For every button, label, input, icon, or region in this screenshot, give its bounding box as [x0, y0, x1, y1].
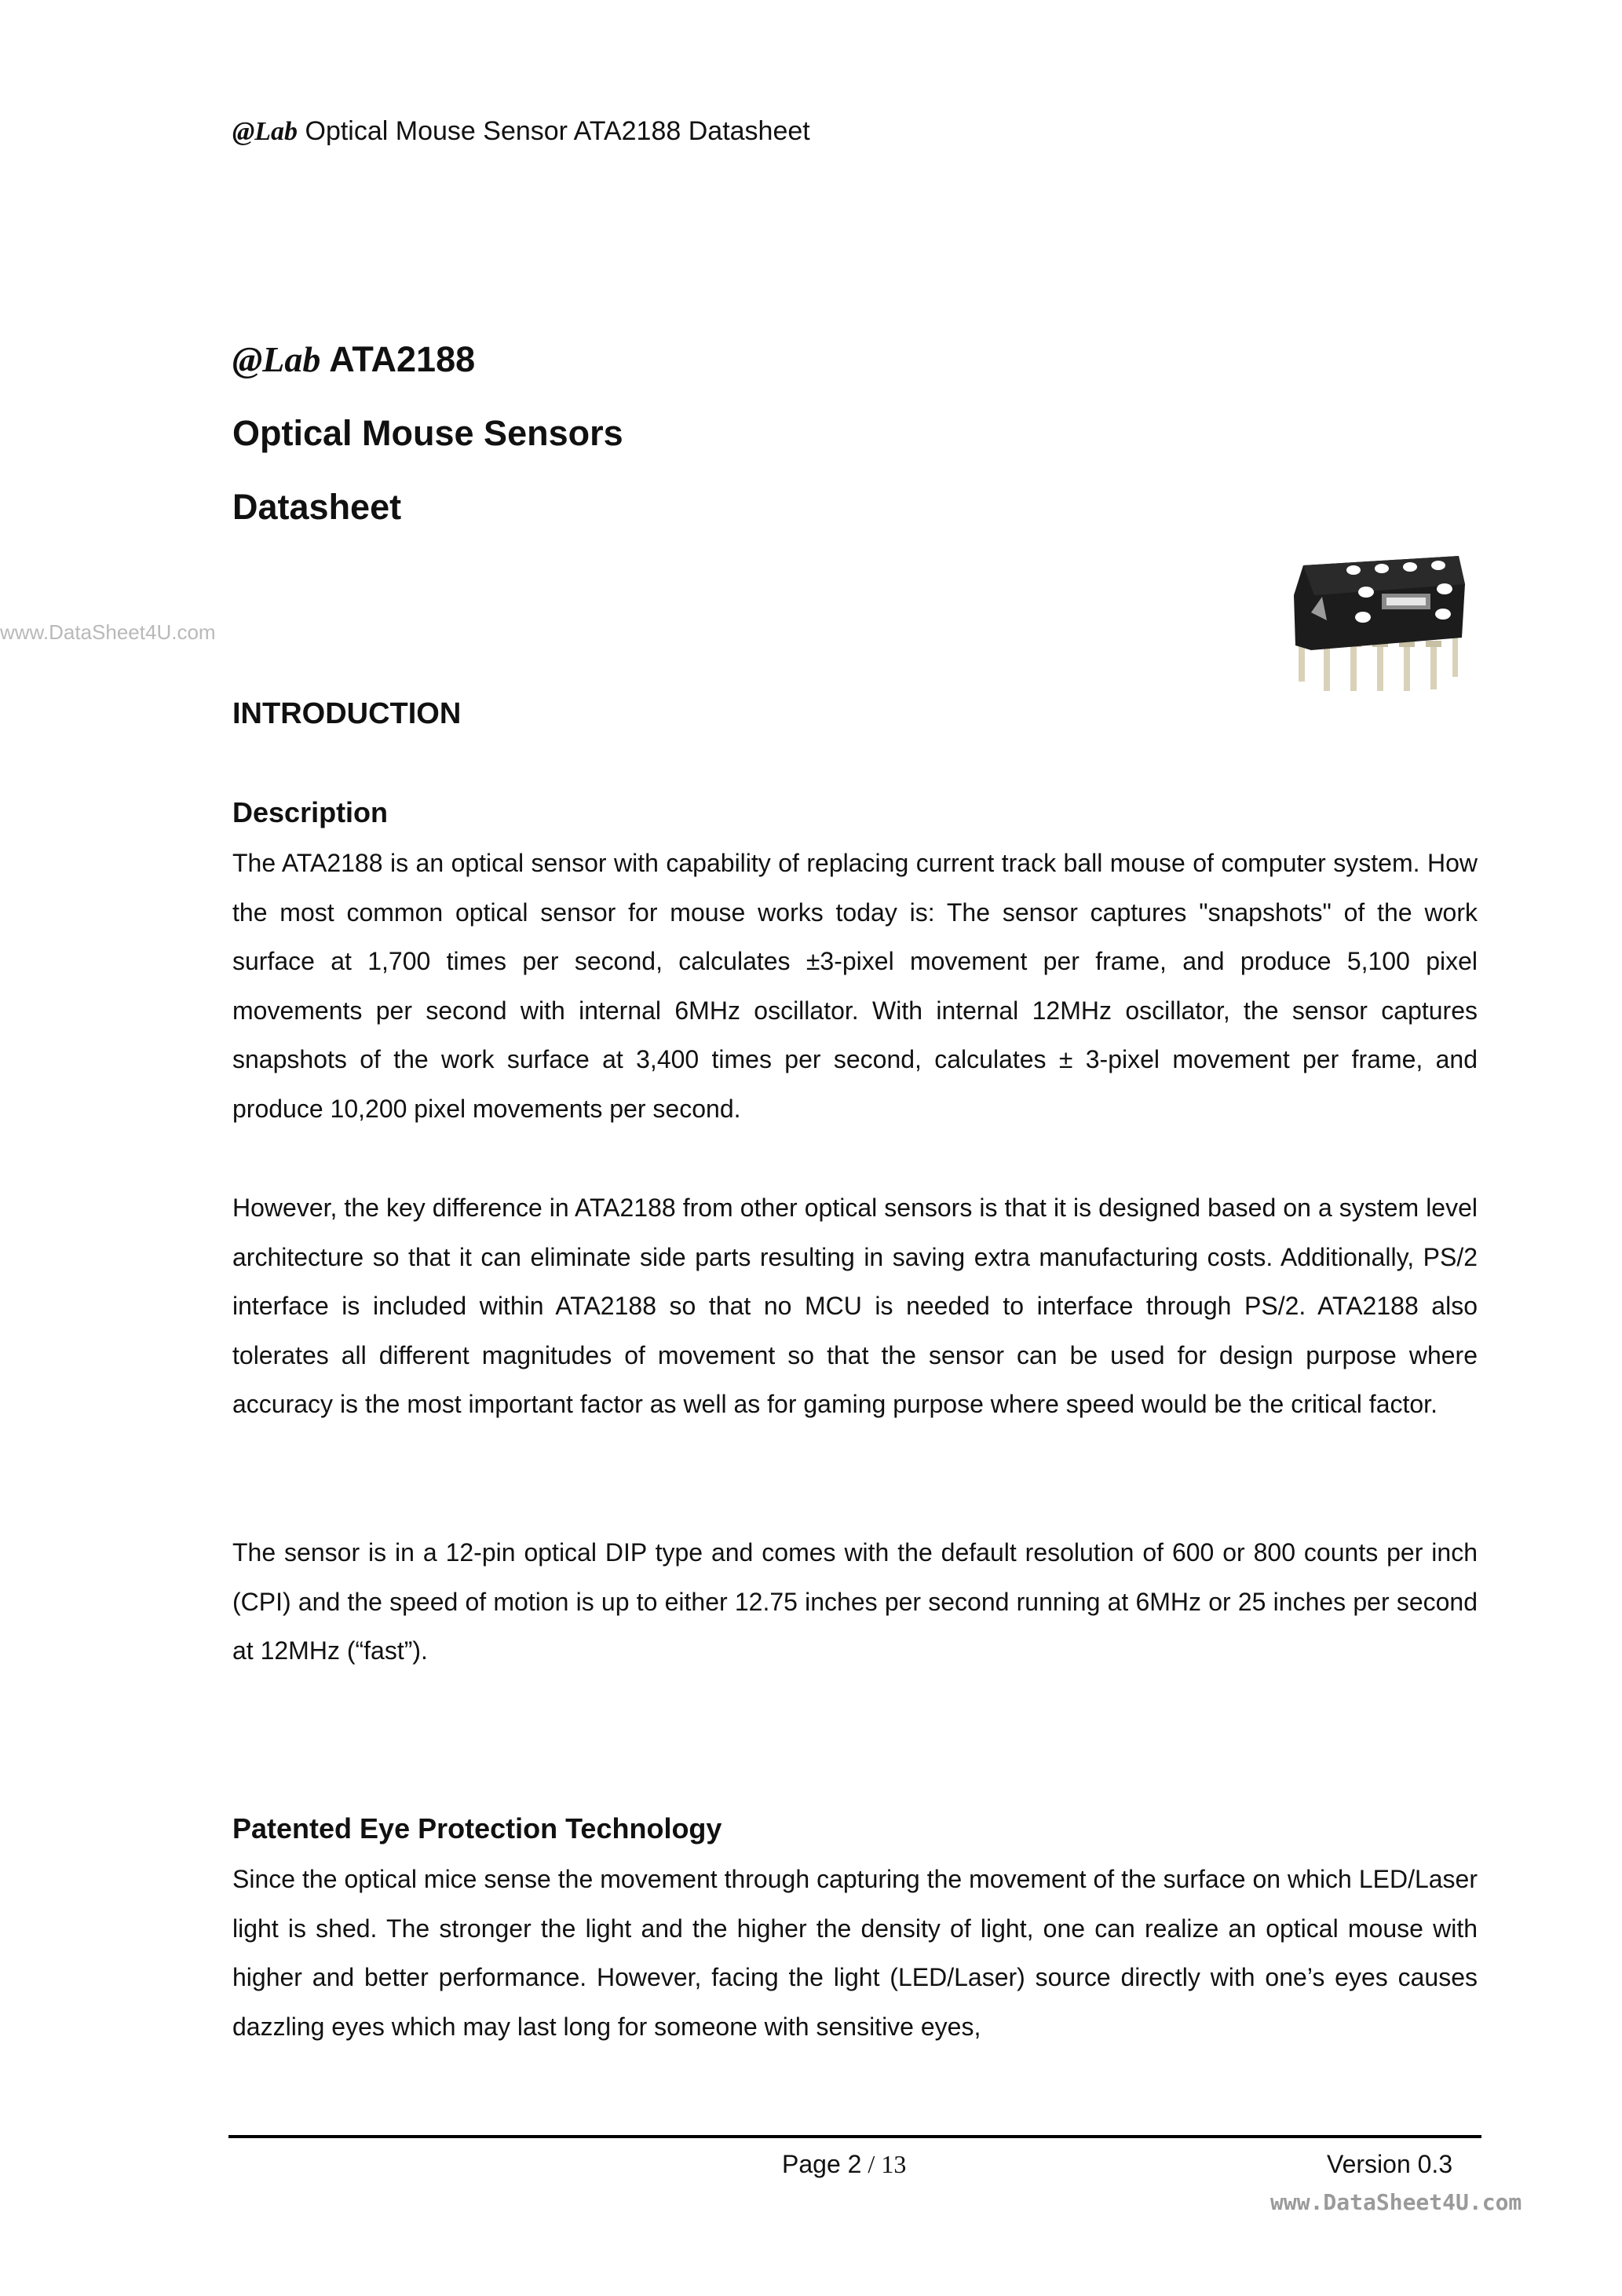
page-total: / 13 [861, 2150, 907, 2178]
header-text: Optical Mouse Sensor ATA2188 Datasheet [298, 116, 810, 146]
title-product-line [232, 336, 623, 410]
title-brand: @Lab [232, 339, 321, 379]
footer-divider [228, 2135, 1481, 2138]
subsection-heading-description: Description [232, 796, 389, 828]
title-block [232, 336, 623, 558]
dip-12-sensor-chip-icon [1288, 550, 1476, 730]
document-version: Version 0.3 [1327, 2150, 1453, 2178]
subsection-heading-eye-protection: Patented Eye Protection Technology [232, 1812, 722, 1844]
page-label: Page 2 [782, 2150, 862, 2178]
title-doc-type: Datasheet [232, 487, 402, 527]
sensor-chip-image [1288, 550, 1476, 730]
title-product: ATA2188 [320, 339, 476, 379]
watermark-left: www.DataSheet4U.com [0, 620, 216, 644]
running-header [232, 116, 810, 147]
title-subtitle: Optical Mouse Sensors [232, 413, 623, 453]
section-heading-introduction: INTRODUCTION [232, 697, 462, 730]
header-brand: @Lab [232, 117, 298, 146]
description-paragraph: However, the key difference in ATA2188 from other optical sensors is that it is designed based on a system level architecture so that it can eliminate side parts resulting in saving extra manufacturing costs. Additionally, PS/2 interface is included within ATA2188 so that no MCU is needed to interface through PS/2. ATA2188 also tolerates all different magnitudes of movement so that the sensor can be used for design purpose where accuracy is the most important factor as well as for gaming purpose where speed would be the critical factor. [232, 1194, 1478, 1419]
description-paragraph: The sensor is in a 12-pin optical DIP type and comes with the default resolution of 600 or 800 counts per inch (CPI) and the speed of motion is up to either 12.75 inches per second running at 6MHz or 25 inches per second at 12MHz (“fast”). [232, 1538, 1478, 1665]
eye-protection-paragraph: Since the optical mice sense the movement through capturing the movement of the surface on which LED/Laser light is shed. The stronger the light and the higher the density of light, one can realize an optical mouse with higher and better performance. However, facing the light (LED/Laser) source directly with one’s eyes causes dazzling eyes which may last long for someone with sensitive eyes, [232, 1865, 1478, 2041]
description-paragraph: The ATA2188 is an optical sensor with capability of replacing current track ball mouse of computer system. How the most common optical sensor for mouse works today is: The sensor captures "snapshots" of the work surface at 1,700 times per second, calculates ±3-pixel movement per frame, and produce 5,100 pixel movements per second with internal 6MHz oscillator. With internal 12MHz oscillator, the sensor captures snapshots of the work surface at 3,400 times per second, calculates ± 3-pixel movement per frame, and produce 10,200 pixel movements per second. [232, 849, 1478, 1123]
watermark-bottom: www.DataSheet4U.com [1270, 2189, 1522, 2215]
page-number [782, 2150, 906, 2179]
